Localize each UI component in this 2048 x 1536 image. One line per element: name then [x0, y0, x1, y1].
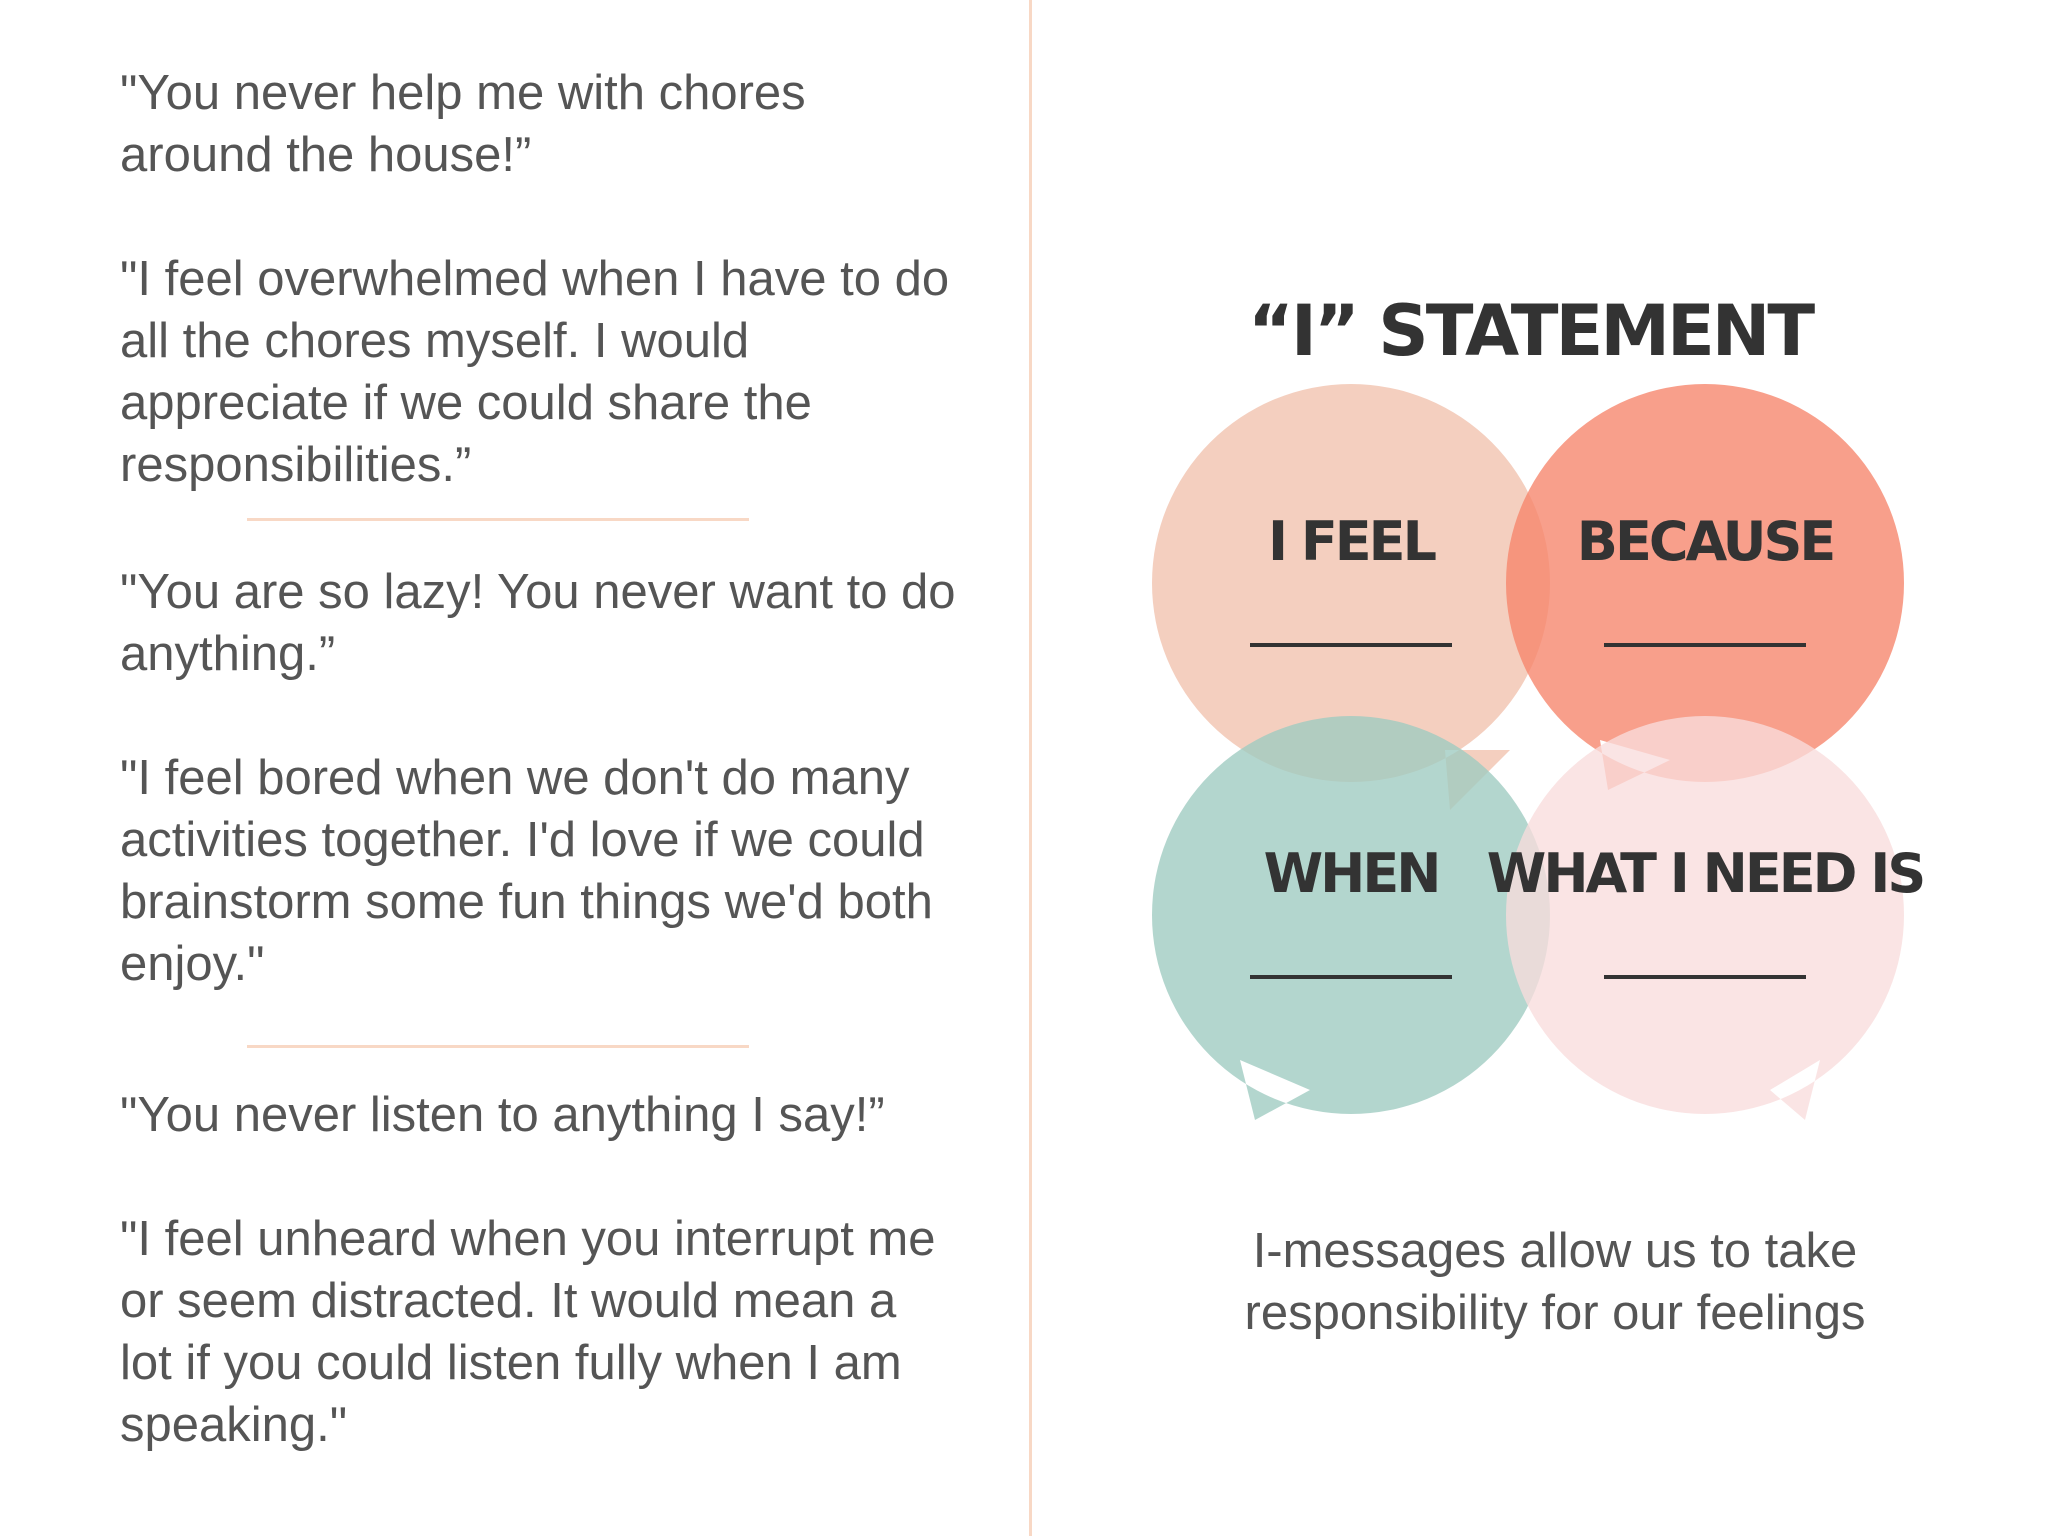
column-divider [1029, 0, 1032, 1536]
blank-line [1250, 975, 1452, 979]
diagram-title: “I” STATEMENT [1247, 290, 1813, 372]
section-divider-2 [247, 1045, 749, 1048]
statement-examples [120, 62, 960, 1456]
i-statement-3: "I feel unheard when you interrupt me or seem distracted. It would mean a lot if you could listen fully when I am speaking." [120, 1212, 936, 1452]
bubble-label-i-feel: I FEEL [1268, 510, 1434, 573]
you-statement-3: "You never listen to anything I say!” [120, 1088, 885, 1142]
spacer [120, 186, 960, 248]
caption: I-messages allow us to take responsibility for our feelings [1244, 1224, 1866, 1340]
i-statement-1: "I feel overwhelmed when I have to do all the chores myself. I would appreciate if we could share the responsibilities.” [120, 252, 950, 492]
you-statement-2: "You are so lazy! You never want to do anything.” [120, 565, 956, 681]
spacer [120, 685, 960, 747]
bubble-label-when: WHEN [1263, 842, 1439, 905]
spacer [120, 1146, 960, 1208]
speech-bubble-shape [1152, 716, 1550, 1120]
bubble-label-because: BECAUSE [1576, 510, 1834, 573]
blank-line [1250, 643, 1452, 647]
you-statement-1: "You never help me with chores around the house!” [120, 66, 806, 182]
bubble-when [1152, 716, 1550, 1120]
i-statement-diagram [1130, 270, 1930, 1150]
section-divider-1 [247, 518, 749, 521]
speech-bubble-shape [1506, 716, 1904, 1120]
blank-line [1604, 643, 1806, 647]
blank-line [1604, 975, 1806, 979]
diagram-canvas [1130, 270, 1930, 1150]
bubble-what-i-need-is [1487, 716, 1923, 1120]
bubble-label-what-i-need-is: WHAT I NEED IS [1486, 842, 1924, 905]
i-statement-2: "I feel bored when we don't do many activities together. I'd love if we could brainstorm some fun things we'd both enjoy." [120, 751, 933, 991]
